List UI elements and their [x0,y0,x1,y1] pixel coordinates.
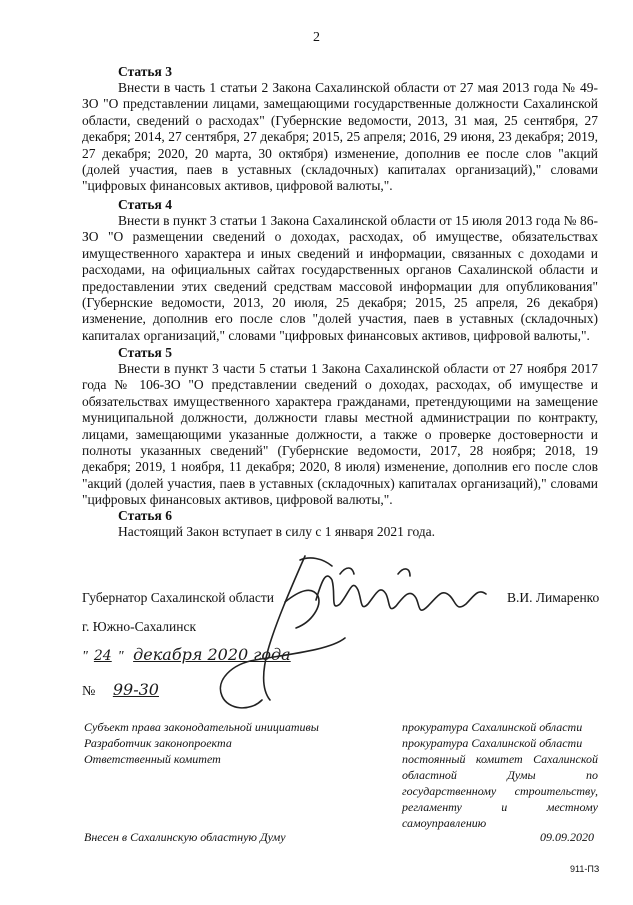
footer-left [84,719,319,767]
page-number: 2 [313,30,320,45]
city: г. Южно-Сахалинск [82,619,197,634]
article-3-title: Статья 3 [118,64,172,79]
date-day: 24 [93,648,112,664]
document-code: 911-ПЗ [570,864,600,874]
signer-position: Губернатор Сахалинской области [82,590,274,605]
footer-right-line: прокуратура Сахалинской области [402,720,583,734]
introduced-date: 09.09.2020 [540,830,594,844]
signer-name: В.И. Лимаренко [507,590,600,605]
number-sign: № [82,684,96,699]
article-6-text: Настоящий Закон вступает в силу с 1 января 2021 года. [118,524,436,539]
article-4-text: Внести в пункт 3 статьи 1 Закона Сахалинской области от 15 июля 2013 года № 86-ЗО "О размещении сведений о доходах, расходах, об имуществе, обязательствах имущественного характера и иных сведений и информации, связанных с доходами и расходами, на официальных сайтах государственных органов Сахалинской области и предоставлении этих сведений средствам массовой информации для опубликования" (Губернские ведомости, 2013, 20 июля, 25 декабря; 2015, 25 апреля, 26 декабря) изменение, дополнив его после слов "долей участия, паев в уставных (складочных) капиталах организаций," словами "цифровых финансовых активов, цифровой валюты,". [82,213,598,343]
law-number-value: 99-30 [112,680,159,699]
article-3-text: Внести в часть 1 статьи 2 Закона Сахалинской области от 27 мая 2013 года № 49-ЗО "О представлении лицами, замещающими государственные должности Сахалинской области, сведений о расходах" (Губернские ведомости, 2013, 31 мая, 25 сентября, 27 декабря; 2014, 27 сентября, 27 декабря; 2015, 25 апреля; 2016, 29 июня, 23 декабря; 2019, 27 декабря; 2020, 20 марта, 30 октября) изменение, дополнив ее после слов "акций (долей участия, паев в уставных (складочных) капиталах организаций)," словами "цифровых финансовых активов, цифровой валюты,". [82,80,598,194]
footer-left-line: Разработчик законопроекта [84,736,232,750]
article-5-title: Статья 5 [118,345,172,360]
introduced-note: Внесен в Сахалинскую областную Думу [84,830,286,844]
article-4-title: Статья 4 [118,197,172,212]
footer-left-line: Ответственный комитет [84,752,221,766]
article-5-text: Внести в пункт 3 части 5 статьи 1 Закона Сахалинской области от 27 ноября 2017 года № 106-ЗО "О представлении сведений о доходах, расходах, об имуществе и обязательствах имущественного характера гражданами, претендующими на замещение муниципальной должности, должности главы местной администрации по контракту, лицами, замещающими указанные должности, а также о проверке достоверности и полноты указанных сведений" (Губернские ведомости, 2017, 28 ноября; 2018, 19 декабря; 2019, 1 ноября, 11 декабря; 2020, 8 июля) изменение, дополнив его после слов "акций (долей участия, паев в уставных (складочных) капиталах организаций)," словами "цифровых финансовых активов, цифровой валюты,". [82,361,598,508]
footer-left-line: Субъект права законодательной инициативы [84,720,319,734]
footer-right-line: прокуратура Сахалинской области [402,736,583,750]
date-quote-close: " [117,649,124,664]
date-month-year: декабря 2020 года [133,645,291,664]
signing-date [82,645,291,665]
article-6-title: Статья 6 [118,508,172,523]
date-quote-open: " [82,649,88,664]
footer-right [402,719,598,831]
footer-right-line: постоянный комитет Сахалинской областной Думы по государственному строительству, регламенту и местному самоуправлению [402,752,598,830]
law-number [82,680,159,700]
